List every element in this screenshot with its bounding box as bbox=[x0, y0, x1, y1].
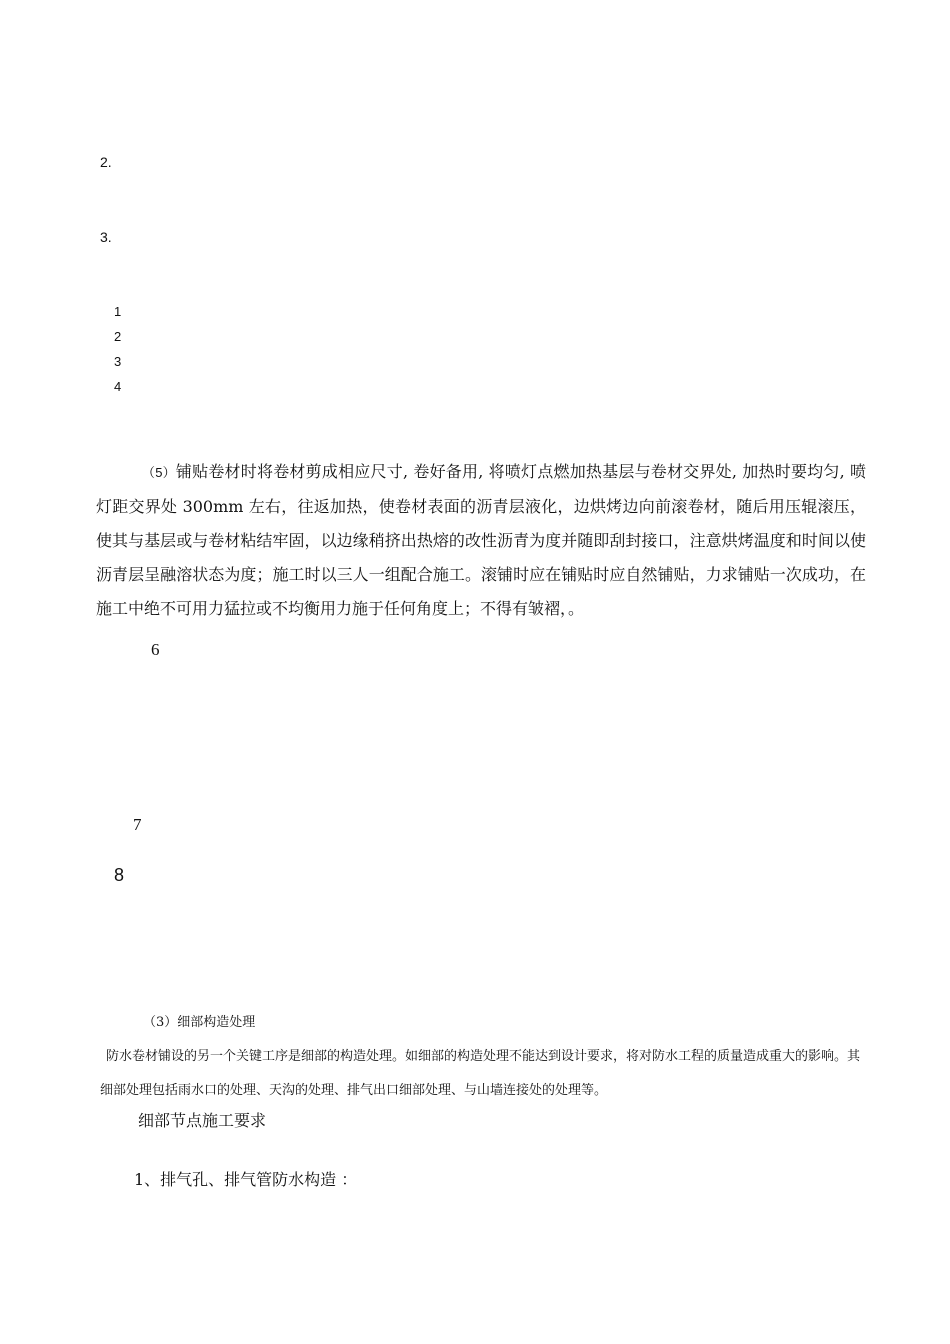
list-number-6: 6 bbox=[151, 640, 160, 659]
step-5-text: 铺贴卷材时将卷材剪成相应尺寸, 卷好备用, 将喷灯点燃加热基层与卷材交界处, 加热时要均匀, 喷灯距交界处 300mm 左右，往返加热，使卷材表面的沥青层液化，边烘烤边向前滚卷材，随后用压辊滚压，使其与基层或与卷材粘结牢固，以边缘稍挤出热熔的改性沥青为度并随即刮封接口，注意烘烤温度和时间以使沥青层呈融溶状态为度；施工时以三人一组配合施工。滚铺时应在铺贴时应自然铺贴，力求铺贴一次成功，在施工中绝不可用力猛拉或不均衡用力施于任何角度上；不得有皱褶，。 bbox=[96, 462, 866, 618]
small-number-4: 4 bbox=[114, 379, 122, 394]
step-5-paragraph bbox=[96, 455, 866, 626]
list-number-3: 3. bbox=[100, 229, 112, 245]
small-number-2: 2 bbox=[114, 329, 122, 344]
section-3-heading: （3）细部构造处理 bbox=[143, 1015, 256, 1030]
small-number-3: 3 bbox=[114, 354, 122, 369]
list-number-2: 2. bbox=[100, 154, 112, 170]
detail-item-1: 1、排气孔、排气管防水构造 ： bbox=[134, 1170, 358, 1189]
detail-requirements-title: 细部节点施工要求 bbox=[138, 1111, 267, 1130]
section-3-body: 防水卷材铺设的另一个关键工序是细部的构造处理。如细部的构造处理不能达到设计要求，将对防水工程的质量造成重大的影响。其细部处理包括雨水口的处理、天沟的处理、排气出口细部处理、与山墙连接处的处理等。 bbox=[100, 1049, 861, 1098]
list-number-8: 8 bbox=[114, 865, 125, 885]
small-number-1: 1 bbox=[114, 304, 122, 319]
step-5-marker: （5） bbox=[142, 465, 176, 480]
list-number-7: 7 bbox=[133, 815, 142, 834]
